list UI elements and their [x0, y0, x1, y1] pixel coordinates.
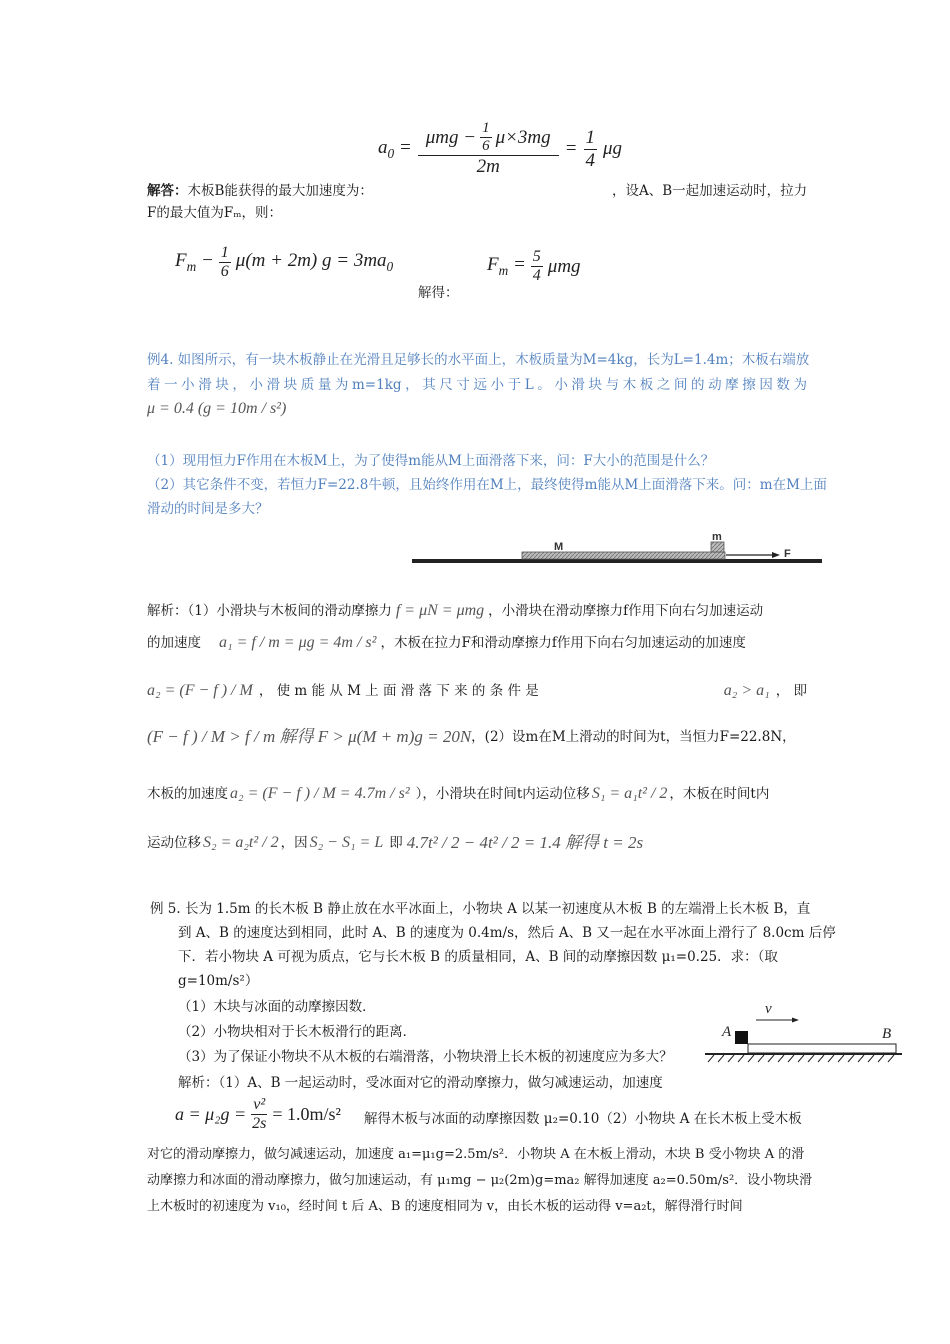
ice-hatch: [708, 1055, 894, 1062]
ex5-line-1: 例 5. 长为 1.5m 的长木板 B 静止放在水平冰面上，小物块 A 以某一初速度从木板 B 的左端滑上长木板 B，直: [150, 901, 811, 917]
label-M: M: [554, 541, 564, 553]
eq-fm-frac-d: 6: [220, 263, 229, 280]
block-A: [735, 1031, 748, 1044]
arrow-head-icon: [772, 552, 780, 558]
ex5-q2: （2）小物块相对于长木板滑行的距离．: [178, 1024, 417, 1040]
ex4-q2b: 滑动的时间是多大？: [147, 501, 269, 517]
eq-fm-a: F: [175, 250, 187, 272]
equation-fm: $F_m$ − $\frac{1}{6}$ μ(m + 2m) $g = 3ma_0$: [175, 244, 394, 280]
an-p5b: ），小滑块在时间t内运动位移: [415, 786, 590, 802]
an-final-eq: 4.7t² / 2 − 4t² / 2 = 1.4 解得 t = 2s: [406, 833, 644, 852]
an-line-2: [147, 632, 746, 654]
label-F: F: [784, 548, 791, 560]
solution-cont-1: ，设A、B一起加速运动时，拉力: [612, 183, 808, 199]
an-a2-eq: a₂ = (F − f ) / M: [147, 682, 253, 699]
eq-a0-den: 2m: [476, 156, 500, 177]
ex4-line-1: 例4. 如图所示，有一块木板静止在光滑且足够长的水平面上，木板质量为M=4kg，长为L=1.4m；木板右端放: [147, 352, 810, 368]
an-cond-eq: a₂ > a₁: [723, 682, 770, 699]
ex5-eq-a: a = μ₂g =: [175, 1104, 247, 1124]
an-p3c: ， 即: [775, 683, 807, 699]
an-line-6: [147, 832, 643, 854]
an-p6a: 运动位移: [147, 835, 201, 851]
ex4-q1: （1）现用恒力F作用在木板M上，为了使得m能从M上面滑落下来，问：F大小的范围是什么？: [147, 453, 715, 469]
eq-a0-res-n: 1: [585, 126, 595, 148]
an-line-4: [147, 726, 796, 748]
eq-a0-num-b: μ×3mg: [495, 126, 551, 148]
ex5-line-3: 下．若小物块 A 可视为质点，它与长木板 B 的质量相同，A、B 间的动摩擦因数 μ₁=0.25．求：（取: [178, 949, 778, 965]
an-f-eq: f = μN = μmg: [395, 602, 485, 619]
an-p5c: ，木板在时间t内: [669, 786, 770, 802]
equation-a0: $a_0$ = μmg − $\frac{1}{6}$ μ×3mg 2m = $\frac{1}{4}$ μg: [378, 120, 623, 177]
an-ineq-eq: (F − f ) / M > f / m 解得 F > μ(M + m)g = 20N: [147, 727, 472, 746]
ex5-line-4: g=10m/s²）: [178, 973, 259, 989]
ex5-line-2: 到 A、B 的速度达到相同，此时 A、B 的速度为 0.4m/s，然后 A、B 又一起在水平冰面上滑行了 8.0cm 后停: [178, 925, 836, 941]
equation-fm2: $F_m$ = $\frac{5}{4}$ μmg: [487, 248, 581, 284]
ex5-analysis-1: 解析：（1）A、B 一起运动时，受冰面对它的滑动摩擦力，做匀减速运动，加速度: [178, 1075, 663, 1091]
an-line-1: [147, 600, 763, 622]
an-a2v-eq: a₂ = (F − f ) / M = 4.7m / s²: [230, 785, 410, 802]
eq-a0-res-b: μg: [603, 138, 623, 159]
ex5-eq-num: v²: [253, 1096, 266, 1113]
label-A: A: [722, 1024, 732, 1040]
eq-a0-res-d: 4: [585, 149, 595, 171]
ex5-eq-result: = 1.0m/s²: [272, 1104, 341, 1124]
an-line-5: [147, 783, 769, 805]
an-a1-eq: a₁ = f / m = μg = 4m / s²: [219, 634, 377, 651]
figure-board-ab: [700, 996, 905, 1070]
an-line-3: [147, 680, 807, 702]
solution-intro: 木板B能获得的最大加速度为：: [187, 183, 373, 199]
ex5-q1: （1）木块与冰面的动摩擦因数．: [178, 999, 376, 1015]
an-s1-eq: S₁ = a₁t² / 2: [591, 785, 668, 802]
an-p1a: 解析：（1）小滑块与木板间的滑动摩擦力: [147, 603, 392, 619]
an-p6b: ，因: [280, 835, 308, 851]
ex5-analysis-3: 对它的滑动摩擦力，做匀减速运动，加速度 a₁=μ₁g=2.5m/s²．小物块 A 在木板上滑动，木块 B 受小物块 A 的滑: [147, 1147, 805, 1162]
block-m: [711, 542, 724, 552]
ex4-line-2: 着一小滑块，小滑块质量为m=1kg，其尺寸远小于L。小滑块与木板之间的动摩擦因数为: [147, 377, 807, 393]
ex4-q2a: （2）其它条件不变，若恒力F=22.8牛顿，且始终作用在M上，最终使得m能从M上面滑落下来。问：m在M上面: [147, 477, 827, 493]
ground-line: [412, 559, 822, 563]
label-v: v: [765, 1001, 772, 1017]
board-B: [748, 1044, 896, 1053]
solution-line-1: [147, 180, 373, 202]
eq-a0-num-a: μmg −: [425, 126, 477, 148]
eq-a0-lhs: $a_0$ =: [378, 136, 412, 161]
an-p2b: ，木板在拉力F和滑动摩擦力f作用下向右匀加速运动的加速度: [380, 635, 746, 651]
board-M: [522, 552, 725, 559]
label-B: B: [882, 1026, 892, 1042]
an-p4: ，(2）设m在M上滑动的时间为t，当恒力F=22.8N，: [471, 729, 796, 745]
an-p6c: 即: [389, 835, 403, 851]
solution-label: 解答：: [147, 183, 188, 199]
eq-a0-num-frac-n: 1: [482, 120, 490, 136]
an-p5a: 木板的加速度: [147, 786, 228, 802]
ex5-analysis-2: 解得木板与冰面的动摩擦因数 μ₂=0.10（2）小物块 A 在长木板上受木板: [364, 1111, 802, 1127]
eq-fm2-b: μmg: [547, 255, 581, 277]
eq-fm2-res-n: 5: [532, 248, 541, 265]
eq-fm2-res-d: 4: [532, 267, 541, 284]
figure-board-block: [410, 530, 825, 570]
solution-cont-2: F的最大值为Fₘ，则：: [147, 205, 283, 221]
an-p2a: 的加速度: [147, 635, 201, 651]
ex5-eq-den: 2s: [252, 1115, 267, 1132]
velocity-arrow-head-icon: [792, 1018, 799, 1023]
ex5-analysis-4: 动摩擦力和冰面的滑动摩擦力，做匀加速运动，有 μ₁mg − μ₂(2m)g=ma₂ 解得加速度 a₂=0.50m/s²．设小物块滑: [147, 1173, 813, 1188]
eq-fm-b: μ(m + 2m) g = 3ma: [235, 250, 387, 272]
an-diff-eq: S₂ − S₁ = L: [309, 834, 384, 851]
ex5-equation-a: [175, 1096, 341, 1133]
label-m: m: [712, 531, 722, 543]
eq-a0-num-frac-d: 6: [482, 138, 490, 154]
an-p3: ， 使 m 能 从 M 上 面 滑 落 下 来 的 条 件 是: [258, 683, 539, 699]
eq-a0-fraction: [418, 120, 559, 178]
ex5-q3: （3）为了保证小物块不从木板的右端滑落，小物块滑上长木板的初速度应为多大？: [178, 1049, 673, 1065]
an-p1b: ，小滑块在滑动摩擦力f作用下向右匀加速运动: [488, 603, 764, 619]
ex4-mu: μ = 0.4 (g = 10m / s²): [147, 400, 287, 417]
eq-fm-frac-n: 1: [220, 244, 229, 261]
solve-label: 解得：: [418, 285, 459, 301]
ex5-analysis-5: 上木板时的初速度为 v₁₀，经时间 t 后 A、B 的速度相同为 v，由长木板的运动得 v=a₂t，解得滑行时间: [147, 1199, 743, 1214]
an-s2-eq: S₂ = a₂t² / 2: [203, 834, 279, 851]
